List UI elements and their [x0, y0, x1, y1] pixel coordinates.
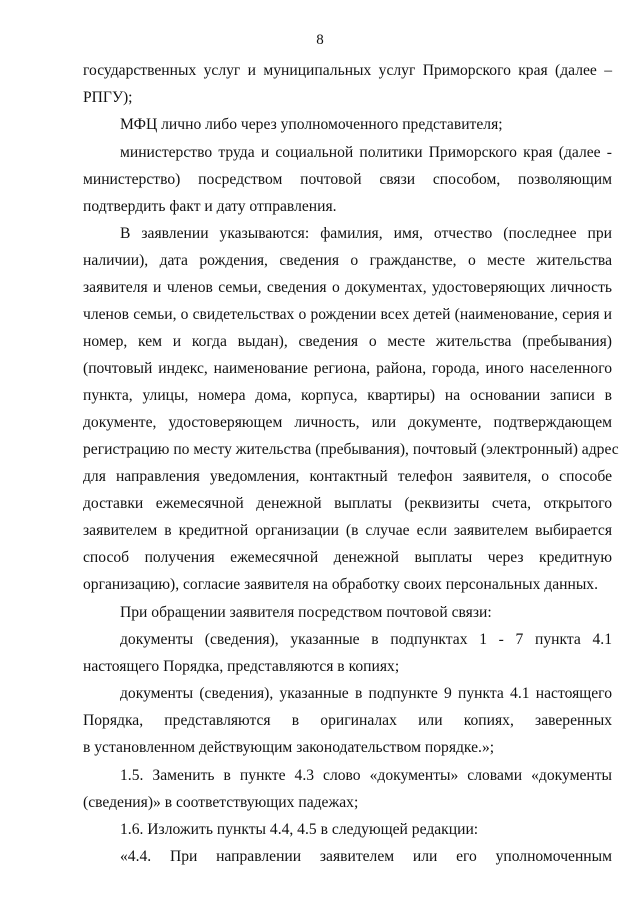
text-line: министерство труда и социальной политики Приморского края (далее - — [120, 144, 612, 161]
text-line: способ получения ежемесячной денежной выплаты через кредитную — [83, 549, 612, 566]
text-line: МФЦ лично либо через уполномоченного представителя; — [120, 116, 503, 133]
text-line: настоящего Порядка, представляются в копиях; — [83, 658, 400, 675]
text-line: (почтовый индекс, наименование региона, района, города, иного населенного — [83, 360, 612, 377]
text-line: заявителя и членов семьи, сведения о документах, удостоверяющих личность — [83, 279, 612, 296]
text-line: в установленном действующим законодательством порядке.»; — [83, 739, 495, 756]
text-line: (сведения)» в соответствующих падежах; — [83, 794, 359, 811]
text-line: заявителем в кредитной организации (в случае если заявителем выбирается — [83, 522, 612, 539]
text-line: государственных услуг и муниципальных услуг Приморского края (далее – — [83, 62, 612, 79]
text-line: РПГУ); — [83, 89, 133, 106]
text-line: 1.5. Заменить в пункте 4.3 слово «документы» словами «документы — [120, 767, 612, 784]
text-line: В заявлении указываются: фамилия, имя, отчество (последнее при — [120, 225, 612, 242]
text-line: членов семьи, о свидетельствах о рождении всех детей (наименование, серия и — [83, 306, 612, 323]
text-line: регистрацию по месту жительства (пребывания), почтовый (электронный) адрес — [83, 441, 619, 458]
text-line: «4.4. При направлении заявителем или его уполномоченным — [120, 848, 612, 865]
text-line: Порядка, представляются в оригиналах или копиях, заверенных — [83, 712, 612, 729]
text-line: организацию), согласие заявителя на обработку своих персональных данных. — [83, 576, 599, 593]
text-line: пункта, улицы, номера дома, корпуса, квартиры) на основании записи в — [83, 387, 612, 404]
text-line: При обращении заявителя посредством почтовой связи: — [120, 604, 492, 621]
text-line: 1.6. Изложить пункты 4.4, 4.5 в следующей редакции: — [120, 821, 479, 838]
text-line: документе, удостоверяющем личность, или документе, подтверждающем — [83, 414, 612, 431]
text-line: для направления уведомления, контактный телефон заявителя, о способе — [83, 468, 612, 485]
page-number: 8 — [316, 32, 324, 48]
text-line: министерство) посредством почтовой связи способом, позволяющим — [83, 171, 612, 188]
text-line: документы (сведения), указанные в подпунктах 1 - 7 пункта 4.1 — [120, 631, 612, 648]
text-line: номер, кем и когда выдан), сведения о месте жительства (пребывания) — [83, 333, 612, 350]
text-line: наличии), дата рождения, сведения о гражданстве, о месте жительства — [83, 252, 612, 269]
text-line: документы (сведения), указанные в подпункте 9 пункта 4.1 настоящего — [120, 685, 612, 702]
text-line: доставки ежемесячной денежной выплаты (реквизиты счета, открытого — [83, 495, 612, 512]
text-line: подтвердить факт и дату отправления. — [83, 198, 337, 215]
